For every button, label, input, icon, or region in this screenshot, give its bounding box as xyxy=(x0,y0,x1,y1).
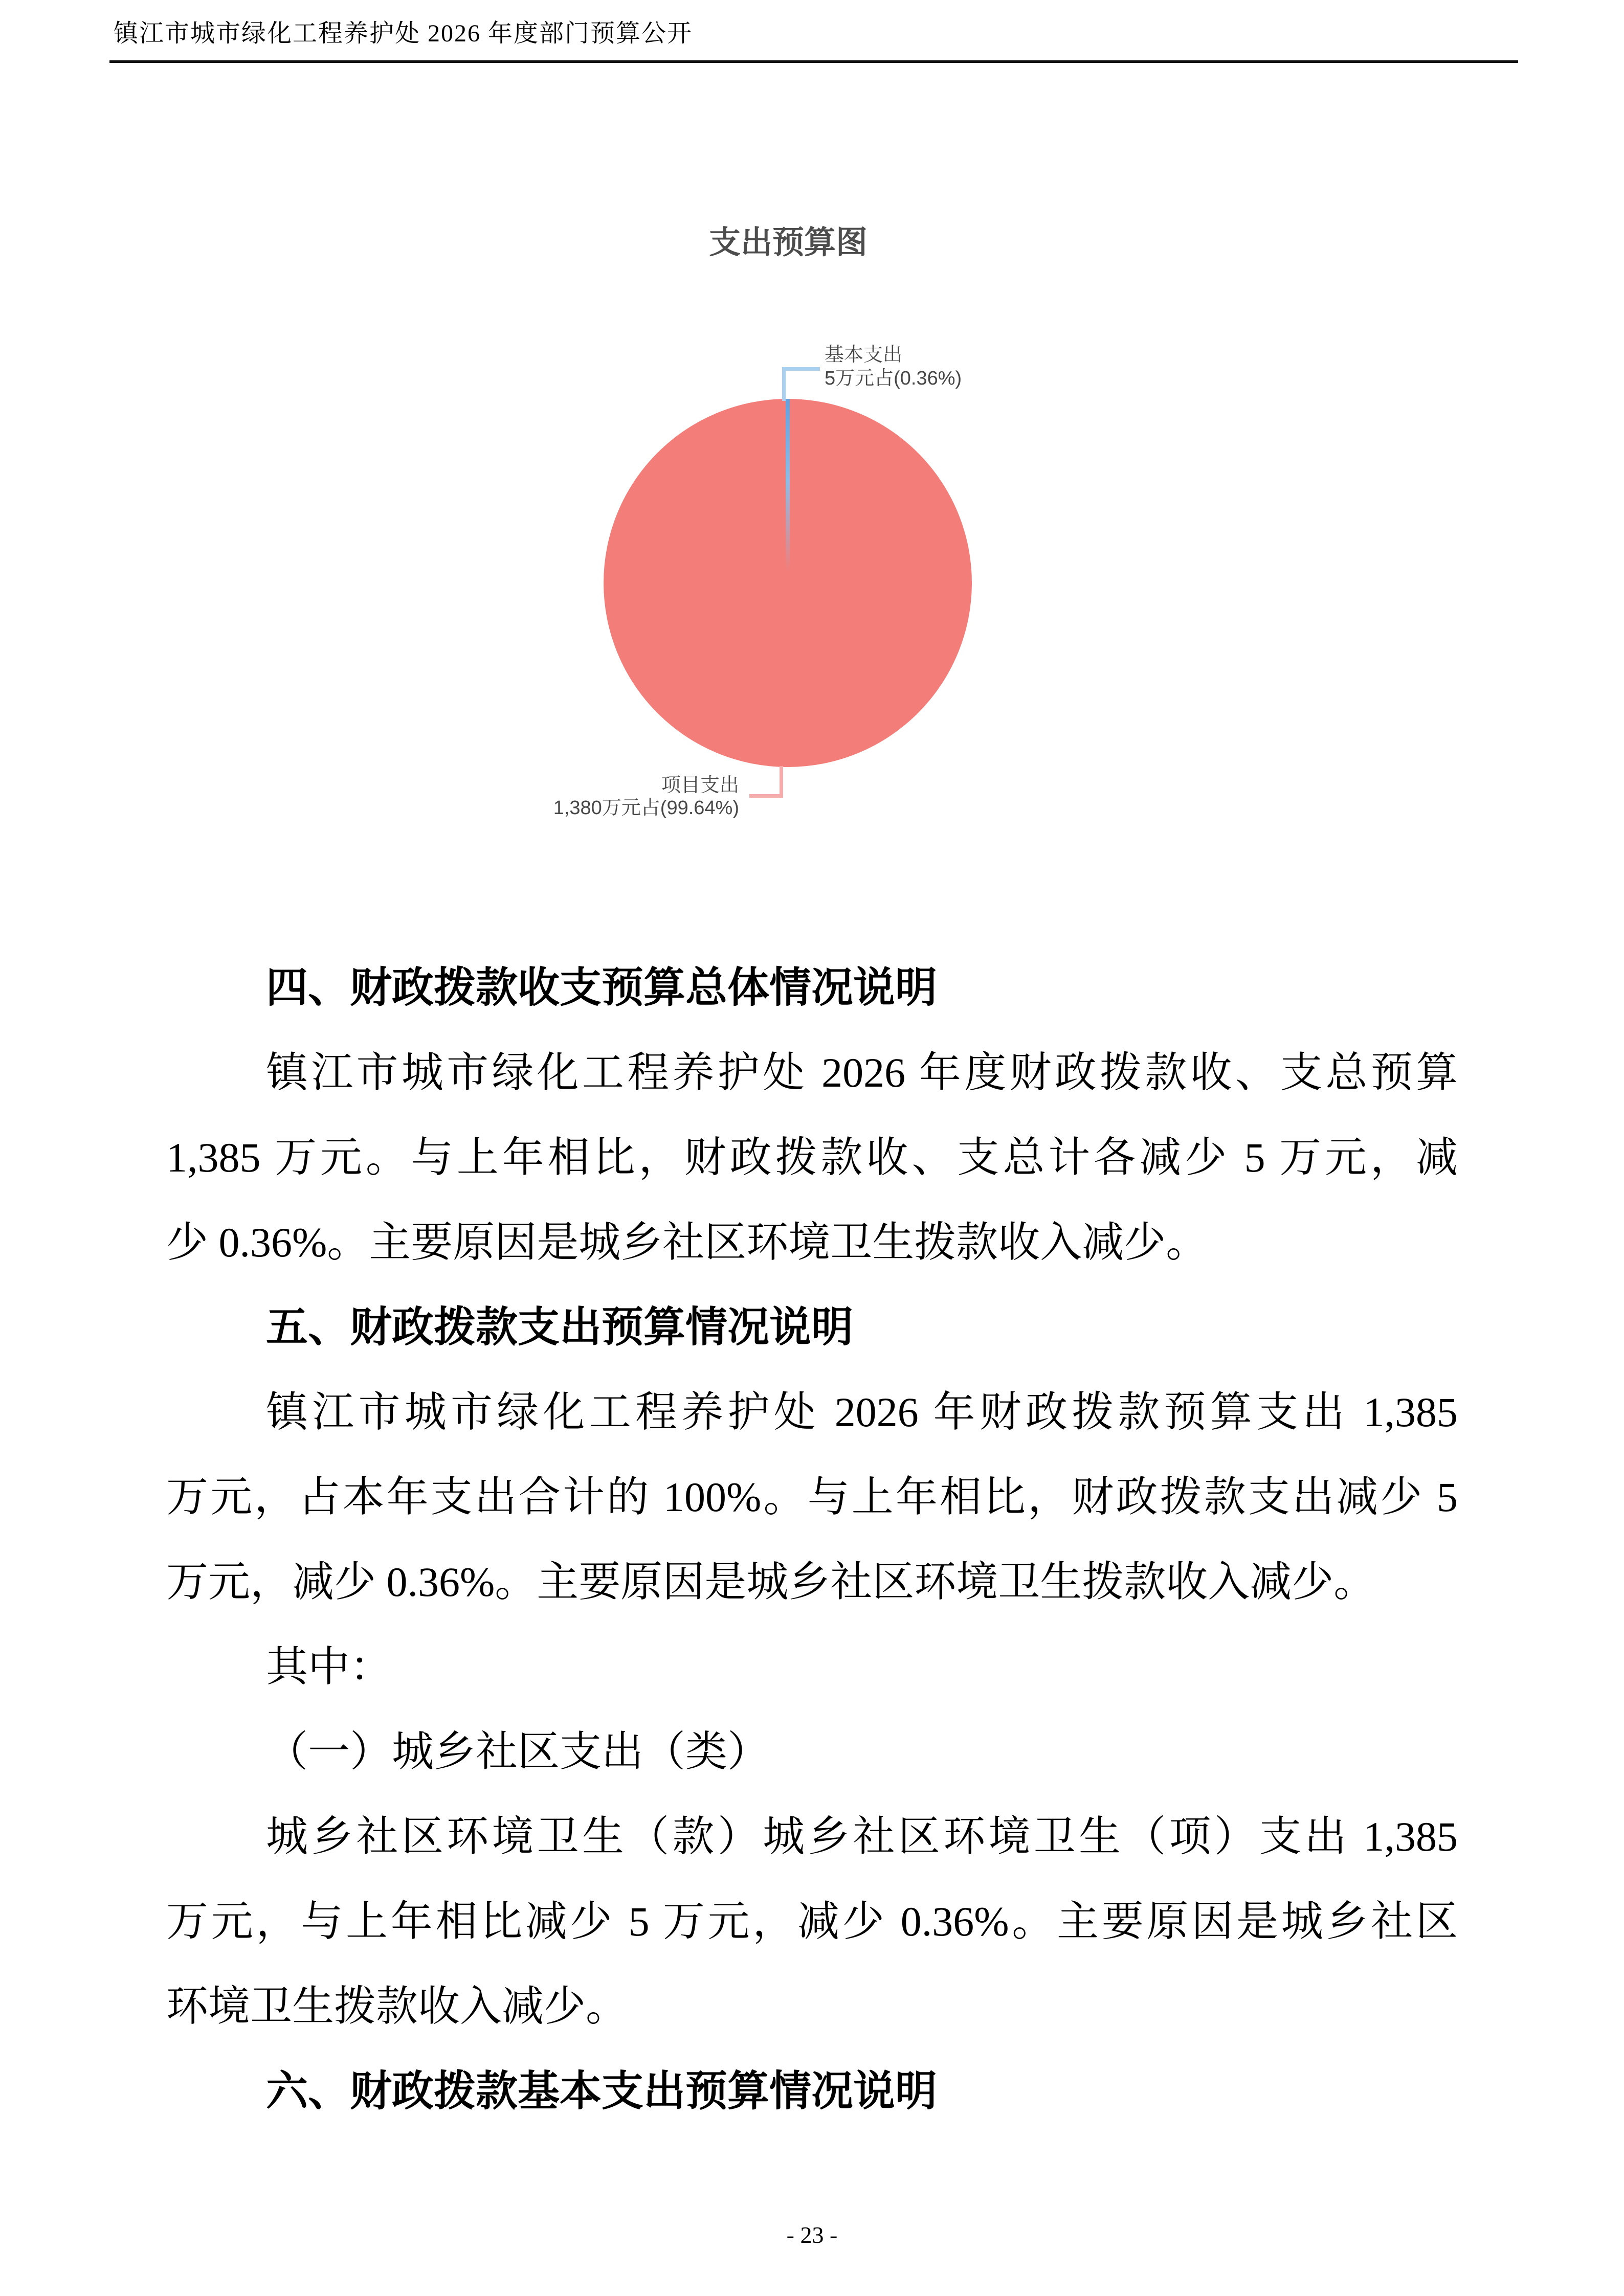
basic-leader-line-vertical xyxy=(782,367,786,401)
project-slice-label: 项目支出 xyxy=(661,775,739,796)
body-line: 万元，占本年支出合计的 100%。与上年相比，财政拨款支出减少 5 xyxy=(166,1474,1458,1520)
body-line: 六、财政拨款基本支出预算情况说明 xyxy=(266,2068,938,2114)
body-line: 环境卫生拨款收入减少。 xyxy=(166,1983,628,2030)
basic-leader-line-horizontal xyxy=(782,367,820,371)
basic-slice-value: 5万元占(0.36%) xyxy=(825,368,962,389)
project-slice-value: 1,380万元占(99.64%) xyxy=(553,797,739,819)
body-line: 四、财政拨款收支预算总体情况说明 xyxy=(266,964,938,1011)
body-line: 万元，减少 0.36%。主要原因是城乡社区环境卫生拨款收入减少。 xyxy=(166,1559,1376,1605)
basic-slice-label: 基本支出 xyxy=(825,344,903,366)
project-leader-line-vertical xyxy=(780,766,783,798)
body-line: 镇江市城市绿化工程养护处 2026 年财政拨款预算支出 1,385 xyxy=(266,1389,1458,1435)
body-line: （一）城乡社区支出（类） xyxy=(266,1728,770,1775)
body-line: 1,385 万元。与上年相比，财政拨款收、支总计各减少 5 万元，减 xyxy=(166,1134,1458,1181)
project-leader-line-horizontal xyxy=(749,794,783,798)
body-line: 万元，与上年相比减少 5 万元，减少 0.36%。主要原因是城乡社区 xyxy=(166,1898,1458,1945)
chart-title: 支出预算图 xyxy=(708,225,867,260)
body-line: 镇江市城市绿化工程养护处 2026 年度财政拨款收、支总预算 xyxy=(266,1049,1458,1096)
body-line: 少 0.36%。主要原因是城乡社区环境卫生拨款收入减少。 xyxy=(166,1219,1208,1266)
body-line: 其中： xyxy=(266,1644,392,1690)
page-header-title: 镇江市城市绿化工程养护处 2026 年度部门预算公开 xyxy=(114,20,693,47)
header-divider xyxy=(109,60,1518,63)
pie-slice-basic-expenditure xyxy=(786,399,790,581)
page-number: - 23 - xyxy=(786,2222,838,2248)
body-line: 城乡社区环境卫生（款）城乡社区环境卫生（项）支出 1,385 xyxy=(266,1813,1458,1860)
body-line: 五、财政拨款支出预算情况说明 xyxy=(266,1304,854,1350)
